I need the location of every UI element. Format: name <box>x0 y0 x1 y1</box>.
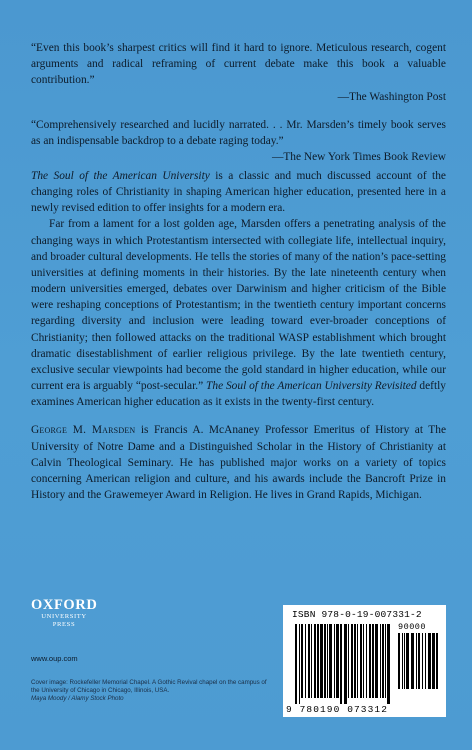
review-blurbs <box>31 40 446 177</box>
barcode-bar <box>320 624 323 698</box>
barcode-bar <box>375 624 378 698</box>
publisher-url: www.oup.com <box>31 654 78 663</box>
barcode-bar <box>308 624 310 698</box>
review-source: —The Washington Post <box>337 90 446 103</box>
barcode-bar <box>301 624 303 698</box>
book-title-italic: The Soul of the American University <box>31 170 210 182</box>
barcode-bar <box>404 633 405 689</box>
barcode-bar <box>436 633 438 689</box>
barcode-bar <box>334 624 335 698</box>
barcode-bar <box>360 624 362 698</box>
barcode-bar <box>324 624 326 698</box>
oxford-logo <box>31 598 97 629</box>
barcode-bar <box>380 624 381 698</box>
review-quote: “Even this book’s sharpest critics will find it hard to ignore. Meticulous research, cogent arguments and radical reframing of current debate make this book a valuable contribution.” <box>31 42 446 87</box>
barcode-bar <box>317 624 319 698</box>
review-quote: “Comprehensively researched and lucidly narrated. . . Mr. Marsden’s timely book serves as an indispensable backdrop to a debate raging today.” <box>31 118 446 148</box>
barcode-bar <box>357 624 358 698</box>
cover-credit: Cover image: Rockefeller Memorial Chapel. A Gothic Revival chapel on the campus of the University of Chicago in Chicago, Illinois, USA. Maya Moody / Alamy Stock Photo <box>31 679 267 703</box>
publisher-subname: UNIVERSITY PRESS <box>41 613 87 628</box>
barcode-bar <box>305 624 306 698</box>
barcode-bar <box>340 624 342 704</box>
description-body: Far from a lament for a lost golden age, Marsden offers a penetrating analysis of the changing ways in which Protestantism intersected with collegiate life, intellectual inquiry, and broader cultural developments. He tells the stories of many of the nation’s pace-setting universities at defining moments in their histories. By the late nineteenth century when modern universities emerged, debates over Darwinism and higher criticism of the Bible were reshaping conceptions of Protestantism; in the twentieth century important concerns regarding diversity and inclusion were leading toward ever-broader conceptions of Christianity; then followed attacks on the traditional WASP establishment which brought dramatic disestablishment of earlier religious privilege. By the late twentieth century, exclusive secular viewpoints had become the gold standard in higher education, while our current era is arguably “post-secular.” The Soul of the American University Revisited deftly examines American higher education as it exists in the twenty-first century. <box>31 218 446 409</box>
barcode-bars <box>295 624 395 704</box>
book-description <box>31 168 446 503</box>
description-intro: The Soul of the American University is a classic and much discussed account of the changing roles of Christianity in shaping American higher education, presented here in a newly revised edition to offer insights for a modern era. <box>31 170 446 215</box>
barcode-bar <box>416 633 417 689</box>
barcode-bar <box>411 633 414 689</box>
barcode-bar <box>351 624 353 698</box>
barcode-bar <box>382 624 384 698</box>
barcode-bar <box>372 624 374 698</box>
barcode-bar <box>336 624 339 698</box>
barcode-bar <box>398 633 400 689</box>
barcode-bar <box>406 633 409 689</box>
author-bio: George M. Marsden is Francis A. McAnaney Professor Emeritus of History at The University of Notre Dame and a Distinguished Scholar in the History of Christianity at Calvin Theological Seminary. He has published major works on a variety of topics concerning American religion and culture, and his awards include the Bancroft Prize in History and the Grawemeyer Award in Religion. He lives in Grand Rapids, Michigan. <box>31 424 447 501</box>
barcode-bar <box>299 624 300 704</box>
barcode-bar <box>402 633 403 689</box>
price-code: 90000 <box>398 622 427 632</box>
addon-barcode-bars <box>398 633 442 695</box>
barcode-bar <box>354 624 356 698</box>
barcode-bar <box>348 624 349 698</box>
ean-digits: 9 780190 073312 <box>286 704 389 715</box>
barcode-bar <box>327 624 328 698</box>
barcode-bar <box>295 624 297 704</box>
publisher-name: OXFORD <box>31 597 98 613</box>
barcode-bar <box>311 624 312 698</box>
barcode-bar <box>369 624 371 698</box>
review-source: —The New York Times Book Review <box>271 151 446 164</box>
isbn-barcode <box>283 605 446 717</box>
barcode-bar <box>366 624 367 698</box>
barcode-bar <box>418 633 420 689</box>
barcode-bar <box>329 624 332 698</box>
isbn-label: ISBN 978-0-19-007331-2 <box>292 609 422 620</box>
barcode-bar <box>385 624 386 698</box>
barcode-bar <box>314 624 316 698</box>
book-title-italic: The Soul of the American University Revisited <box>206 380 417 393</box>
barcode-bar <box>387 624 390 704</box>
barcode-bar <box>425 633 426 689</box>
barcode-bar <box>344 624 347 704</box>
barcode-bar <box>428 633 431 689</box>
barcode-bar <box>422 633 423 689</box>
barcode-bar <box>363 624 364 698</box>
barcode-bar <box>432 633 435 689</box>
author-name: George M. Marsden <box>31 424 136 437</box>
